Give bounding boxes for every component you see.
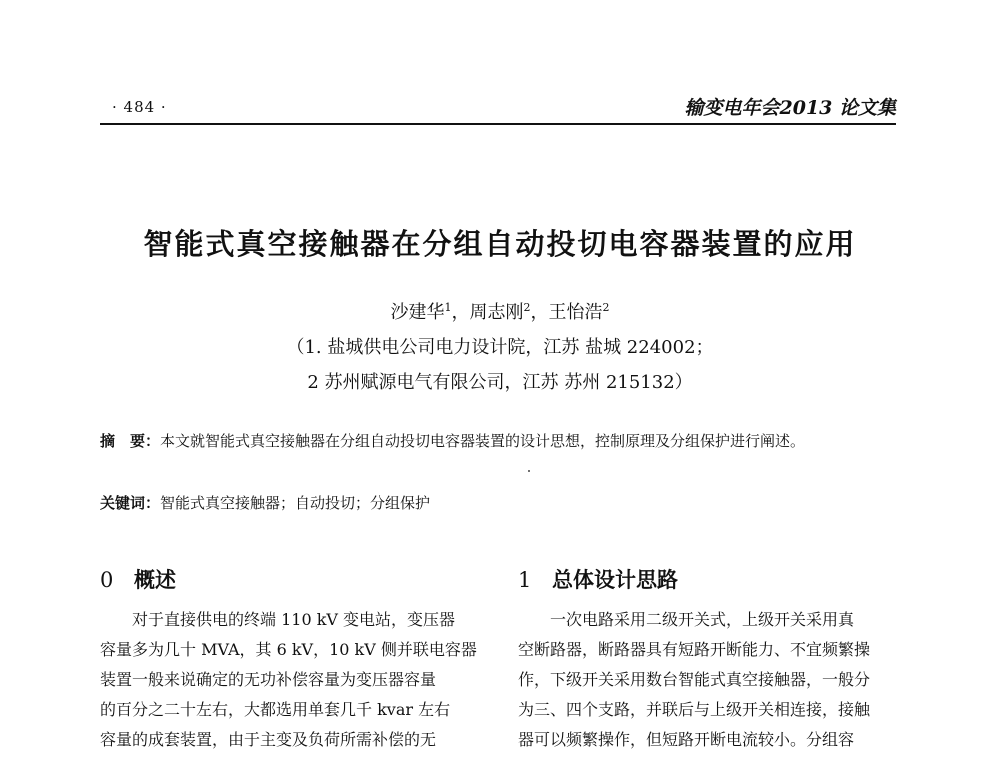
text-line: 一次电路采用二级开关式，上级开关采用真 [550,610,855,629]
text-line: 的百分之二十左右，大都选用单套几千 kvar 左右 [100,700,451,719]
page-number: · 484 · [112,98,167,116]
author-name: 沙建华 [390,302,445,323]
abstract-text: 本文就智能式真空接触器在分组自动投切电容器装置的设计思想，控制原理及分组保护进行阐述。 [160,432,806,450]
author-separator: ， [530,302,549,323]
body-column-left [100,605,478,755]
section-number: 1 [518,568,532,592]
affiliation-line: （1. 盐城供电公司电力设计院，江苏 盐城 224002； [286,337,714,358]
text-line: 容量的成套装置，由于主变及负荷所需补偿的无 [100,730,437,749]
author-affiliation-mark: 1 [444,301,452,314]
text-line: 空断路器，断路器具有短路开断能力、不宜频繁操 [518,640,871,659]
keywords-text: 智能式真空接触器；自动投切；分组保护 [160,494,431,512]
section-heading [100,564,176,594]
text-line: 装置一般来说确定的无功补偿容量为变压器容量 [100,670,437,689]
section-number: 0 [100,568,114,592]
author-name: 王怡浩 [548,302,603,323]
abstract-label: 摘 要： [100,432,161,450]
text-line: 器可以频繁操作，但短路开断电流较小。分组容 [518,730,855,749]
section-title: 总体设计思路 [552,568,678,592]
author-affiliation-mark: 2 [602,301,610,314]
abstract [100,428,896,454]
section-title: 概述 [134,568,176,592]
text-line: 容量多为几十 MVA，其 6 kV，10 kV 侧并联电容器 [100,640,477,659]
text-line: 对于直接供电的终端 110 kV 变电站，变压器 [132,610,456,629]
keywords-label: 关键词： [100,494,161,512]
section-heading [518,564,678,594]
text-line: 作，下级开关采用数台智能式真空接触器，一般分 [518,670,871,689]
keywords [100,490,896,516]
author-name: 周志刚 [469,302,524,323]
scan-speck [528,470,530,472]
author-list [0,298,1000,324]
author-separator: ， [451,302,470,323]
body-column-right [518,605,896,755]
header-rule [100,123,896,125]
paper-title: 智能式真空接触器在分组自动投切电容器装置的应用 [143,227,857,261]
running-header: 输变电年会2013 论文集 [684,97,896,119]
author-affiliation-mark: 2 [523,301,531,314]
affiliation-line: 2 苏州赋源电气有限公司，江苏 苏州 215132） [307,372,693,393]
text-line: 为三、四个支路，并联后与上级开关相连接，接触 [518,700,871,719]
